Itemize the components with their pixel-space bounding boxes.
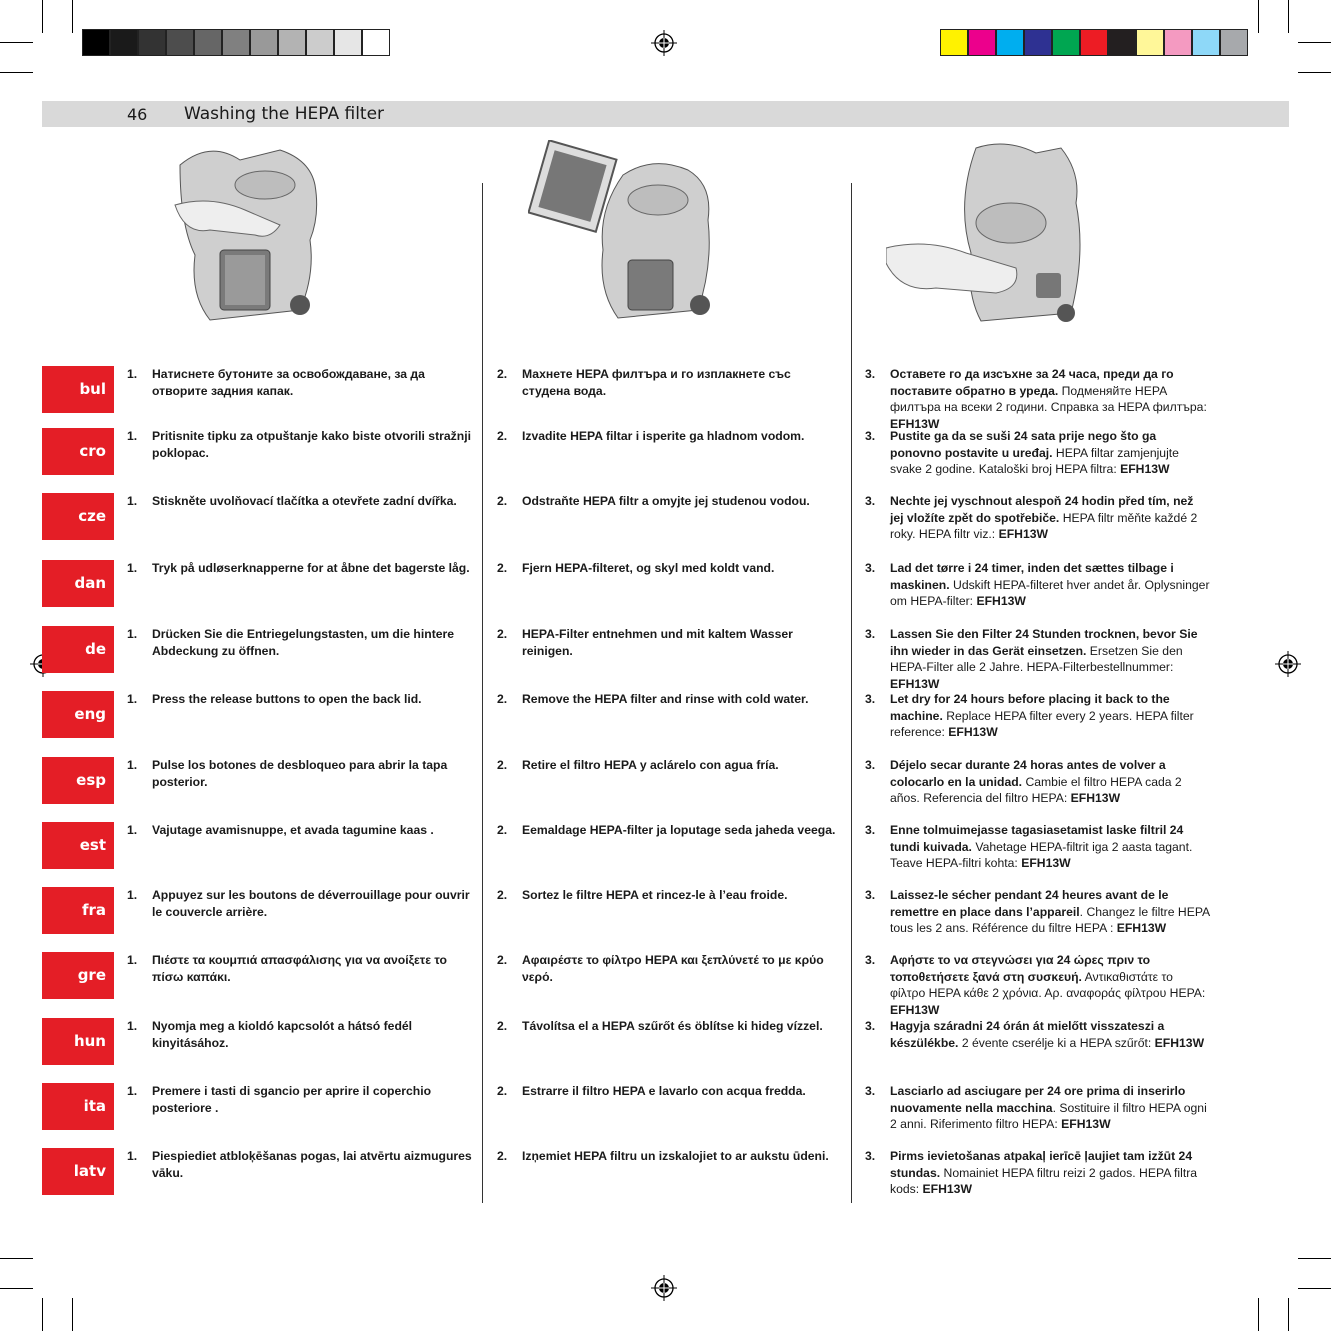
gray-swatch	[306, 29, 334, 56]
vacuum-removing-hepa-filter-icon	[528, 140, 728, 325]
step-number: 2.	[497, 429, 508, 443]
step-number: 3.	[865, 367, 876, 381]
step-number: 1.	[127, 494, 138, 508]
step-number: 2.	[497, 1084, 508, 1098]
step-text-bold: Hagyja száradni 24 órán át mielőtt visszateszi a készülékbe.	[890, 1019, 1165, 1050]
color-swatch	[1108, 29, 1136, 56]
filter-code: EFH13W	[1116, 921, 1167, 935]
step-number: 2.	[497, 367, 508, 381]
step-text-bold: Enne tolmuimejasse tagasiasetamist laske filtril 24 tundi kuivada.	[890, 823, 1184, 854]
step-text: Premere i tasti di sgancio per aprire il coperchio posteriore .	[152, 1084, 432, 1115]
color-swatch	[1192, 29, 1220, 56]
language-tab-de: de	[42, 626, 114, 673]
step-1-cro	[127, 428, 472, 461]
step-text-bold: Laissez-le sécher pendant 24 heures avant de le remettre en place dans l’appareil	[890, 888, 1169, 919]
step-2-dan	[497, 560, 842, 577]
step-number: 1.	[127, 758, 138, 772]
filter-code: EFH13W	[890, 1002, 940, 1017]
step-text: Натиснете бутоните за освобождаване, за да отворите задния капак.	[152, 367, 425, 398]
step-text: Ersetzen Sie den HEPA-Filter alle 2 Jahre. HEPA-Filterbestellnummer:	[890, 643, 1183, 674]
registration-mark-icon	[651, 30, 677, 56]
step-text: Drücken Sie die Entriegelungstasten, um die hintere Abdeckung zu öffnen.	[152, 627, 455, 658]
filter-code: EFH13W	[1120, 462, 1170, 476]
step-1-bul	[127, 366, 472, 399]
filter-code: EFH13W	[1070, 791, 1121, 805]
step-text: Odstraňte HEPA filtr a omyjte jej studenou vodou.	[522, 494, 810, 508]
gray-swatch	[334, 29, 362, 56]
registration-mark-icon	[651, 1275, 677, 1301]
step-3-fra	[865, 887, 1210, 937]
gray-swatch	[222, 29, 250, 56]
gray-swatch	[194, 29, 222, 56]
step-number: 3.	[865, 1084, 876, 1098]
step-3-gre	[865, 952, 1210, 1018]
step-text: Eemaldage HEPA-filter ja loputage seda jaheda veega.	[522, 823, 836, 837]
registration-mark-icon	[1275, 651, 1301, 677]
filter-code: EFH13W	[948, 725, 998, 739]
step-3-cze	[865, 493, 1210, 543]
step-3-de	[865, 626, 1210, 692]
step-2-hun	[497, 1018, 842, 1035]
step-text: Pulse los botones de desbloqueo para abrir la tapa posterior.	[152, 758, 448, 789]
step-text-bold: Let dry for 24 hours before placing it back to the machine.	[890, 692, 1170, 723]
step-number: 3.	[865, 561, 876, 575]
color-swatch	[1024, 29, 1052, 56]
step-text: Cambie el filtro HEPA cada 2 años. Referencia del filtro HEPA:	[890, 774, 1182, 805]
step-1-dan	[127, 560, 472, 577]
step-text: Replace HEPA filter every 2 years. HEPA filter reference:	[890, 708, 1194, 739]
step-text: Izvadite HEPA filtar i isperite ga hladnom vodom.	[522, 429, 805, 443]
step-3-cro	[865, 428, 1210, 478]
step-number: 2.	[497, 692, 508, 706]
column-divider	[851, 183, 852, 1203]
color-swatch	[996, 29, 1024, 56]
color-swatch	[1080, 29, 1108, 56]
step-number: 3.	[865, 953, 876, 967]
step-2-ita	[497, 1083, 842, 1100]
step-number: 3.	[865, 888, 876, 902]
language-tab-esp: esp	[42, 757, 114, 804]
step-text: Αφαιρέστε το φίλτρο HEPA και ξεπλύνετέ το με κρύο νερό.	[522, 953, 824, 984]
language-tab-cze: cze	[42, 493, 114, 540]
step-text: Udskift HEPA-filteret hver andet år. Oplysninger om HEPA-filter:	[890, 577, 1210, 608]
step-text: Nyomja meg a kioldó kapcsolót a hátsó fedél kinyitásához.	[152, 1019, 413, 1050]
gray-swatch	[250, 29, 278, 56]
step-number: 2.	[497, 953, 508, 967]
step-text: Pritisnite tipku za otpuštanje kako biste otvorili stražnji poklopac.	[152, 429, 471, 460]
step-1-de	[127, 626, 472, 659]
step-text: HEPA filtr měňte každé 2 roky. HEPA filtr viz.:	[890, 510, 1198, 541]
step-3-esp	[865, 757, 1210, 807]
step-number: 3.	[865, 1149, 876, 1163]
step-text: Remove the HEPA filter and rinse with cold water.	[522, 692, 809, 706]
gray-swatch	[166, 29, 194, 56]
step-number: 3.	[865, 429, 876, 443]
step-text: Távolítsa el a HEPA szűrőt és öblítse ki hideg vízzel.	[522, 1019, 823, 1033]
step-2-bul	[497, 366, 842, 399]
gray-swatch	[82, 29, 110, 56]
step-3-latv	[865, 1148, 1210, 1198]
step-number: 3.	[865, 494, 876, 508]
step-text: Πιέστε τα κουμπιά απασφάλισης για να ανοίξετε το πίσω καπάκι.	[152, 953, 447, 984]
step-text: Vahetage HEPA-filtrit iga 2 aasta tagant. Teave HEPA-filtri kohta:	[890, 839, 1193, 870]
step-text: Fjern HEPA-filteret, og skyl med koldt vand.	[522, 561, 775, 575]
step-number: 2.	[497, 758, 508, 772]
color-swatch	[1136, 29, 1164, 56]
page-title: Washing the HEPA filter	[184, 104, 385, 124]
step-text-bold: Αφήστε το να στεγνώσει για 24 ώρες πριν το τοποθετήσετε ξανά στη συσκευή.	[890, 953, 1151, 984]
step-text-bold: Nechte jej vyschnout alespoň 24 hodin před tím, než jej vložíte zpět do spotřebiče.	[890, 494, 1194, 525]
step-text-bold: Lasciarlo ad asciugare per 24 ore prima di inserirlo nuovamente nella macchina	[890, 1084, 1186, 1115]
filter-code: EFH13W	[976, 594, 1026, 608]
step-number: 3.	[865, 692, 876, 706]
step-2-de	[497, 626, 842, 659]
step-number: 3.	[865, 627, 876, 641]
step-1-gre	[127, 952, 472, 985]
column-divider	[482, 183, 483, 1203]
step-3-eng	[865, 691, 1210, 741]
step-number: 2.	[497, 561, 508, 575]
step-number: 2.	[497, 1149, 508, 1163]
step-number: 2.	[497, 1019, 508, 1033]
step-1-latv	[127, 1148, 472, 1181]
filter-code: EFH13W	[1154, 1035, 1205, 1050]
step-number: 3.	[865, 1019, 876, 1033]
filter-code: EFH13W	[890, 676, 940, 691]
filter-code: EFH13W	[890, 416, 940, 431]
step-text: Izņemiet HEPA filtru un izskalojiet to ar aukstu ūdeni.	[522, 1149, 829, 1163]
filter-code: EFH13W	[998, 527, 1049, 541]
step-1-hun	[127, 1018, 472, 1051]
step-number: 1.	[127, 367, 138, 381]
step-text-bold: Déjelo secar durante 24 horas antes de volver a colocarlo en la unidad.	[890, 758, 1166, 789]
step-1-ita	[127, 1083, 472, 1116]
step-2-esp	[497, 757, 842, 774]
filter-code: EFH13W	[1021, 856, 1071, 870]
step-text: Estrarre il filtro HEPA e lavarlo con acqua fredda.	[522, 1084, 806, 1098]
step-text: Piespiediet atbloķēšanas pogas, lai atvērtu aizmugures vāku.	[152, 1149, 472, 1180]
step-text: Press the release buttons to open the back lid.	[152, 692, 422, 706]
step-text: Tryk på udløserknapperne for at åbne det bagerste låg.	[152, 561, 470, 575]
language-tab-ita: ita	[42, 1083, 114, 1130]
page-number: 46	[127, 105, 148, 124]
step-text: Подменяйте HEPA филтъра на всеки 2 години. Справка за HEPA филтъра:	[890, 383, 1207, 414]
vacuum-hand-pressing-release-icon	[170, 145, 320, 325]
step-text-bold: Lassen Sie den Filter 24 Stunden trocknen, bevor Sie ihn wieder in das Gerät einsetzen.	[890, 627, 1198, 658]
language-tab-hun: hun	[42, 1018, 114, 1065]
step-3-est	[865, 822, 1210, 872]
step-text: Αντικαθιστάτε το φίλτρο HEPA κάθε 2 χρόνια. Αρ. αναφοράς φίλτρου HEPA:	[890, 969, 1206, 1000]
step-number: 1.	[127, 888, 138, 902]
step-text: Махнете HEPA филтъра и го изплакнете със студена вода.	[522, 367, 791, 398]
step-number: 1.	[127, 692, 138, 706]
step-2-eng	[497, 691, 842, 708]
step-2-cze	[497, 493, 842, 510]
step-text: Nomainiet HEPA filtru reizi 2 gados. HEPA filtra kods:	[890, 1165, 1198, 1196]
step-2-cro	[497, 428, 842, 445]
gray-swatch	[138, 29, 166, 56]
language-tab-fra: fra	[42, 887, 114, 934]
language-tab-est: est	[42, 822, 114, 869]
step-text: Appuyez sur les boutons de déverrouillage pour ouvrir le couvercle arrière.	[152, 888, 470, 919]
gray-swatch	[278, 29, 306, 56]
step-text: 2 évente cserélje ki a HEPA szűrőt:	[958, 1035, 1155, 1050]
language-tab-latv: latv	[42, 1148, 114, 1195]
step-number: 1.	[127, 823, 138, 837]
step-number: 3.	[865, 758, 876, 772]
step-3-bul	[865, 366, 1210, 432]
step-text: Vajutage avamisnuppe, et avada tagumine kaas .	[152, 823, 434, 837]
step-number: 2.	[497, 823, 508, 837]
step-number: 2.	[497, 888, 508, 902]
step-1-est	[127, 822, 472, 839]
language-tab-dan: dan	[42, 560, 114, 607]
step-text-bold: Lad det tørre i 24 timer, inden det sættes tilbage i maskinen.	[890, 561, 1174, 592]
color-swatch	[968, 29, 996, 56]
step-number: 1.	[127, 429, 138, 443]
step-3-dan	[865, 560, 1210, 610]
step-2-latv	[497, 1148, 842, 1165]
step-number: 1.	[127, 1149, 138, 1163]
step-text: HEPA-Filter entnehmen und mit kaltem Wasser reinigen.	[522, 627, 793, 658]
page-header	[42, 101, 1289, 127]
step-number: 3.	[865, 823, 876, 837]
vacuum-inserting-filter-icon	[886, 143, 1096, 328]
step-1-esp	[127, 757, 472, 790]
step-2-fra	[497, 887, 842, 904]
step-2-gre	[497, 952, 842, 985]
step-text: . Sostituire il filtro HEPA ogni 2 anni. Riferimento filtro HEPA:	[890, 1100, 1207, 1131]
step-text: Stiskněte uvolňovací tlačítka a otevřete zadní dvířka.	[152, 494, 457, 508]
gray-swatch	[362, 29, 390, 56]
step-1-eng	[127, 691, 472, 708]
color-swatch	[940, 29, 968, 56]
step-number: 1.	[127, 1084, 138, 1098]
language-tab-gre: gre	[42, 952, 114, 999]
step-number: 2.	[497, 494, 508, 508]
language-tab-eng: eng	[42, 691, 114, 738]
step-text: Retire el filtro HEPA y aclárelo con agua fría.	[522, 758, 779, 772]
step-number: 2.	[497, 627, 508, 641]
language-tab-cro: cro	[42, 428, 114, 475]
step-number: 1.	[127, 1019, 138, 1033]
step-text: HEPA filtar zamjenjujte svake 2 godine. Kataloški broj HEPA filtra:	[890, 445, 1179, 476]
language-tab-bul: bul	[42, 366, 114, 413]
step-text-bold: Pustite ga da se suši 24 sata prije nego što ga ponovno postavite u uređaj.	[890, 429, 1157, 460]
step-text: . Changez le filtre HEPA tous les 2 ans. Référence du filtre HEPA :	[890, 904, 1210, 935]
step-3-hun	[865, 1018, 1210, 1051]
filter-code: EFH13W	[1061, 1117, 1111, 1131]
color-swatch	[1220, 29, 1248, 56]
step-text-bold: Pirms ievietošanas atpakaļ ierīcē ļaujiet tam izžūt 24 stundas.	[890, 1149, 1193, 1180]
step-number: 1.	[127, 627, 138, 641]
step-text-bold: Оставете го да изсъхне за 24 часа, преди да го поставите обратно в уреда.	[890, 367, 1174, 398]
gray-swatch	[110, 29, 138, 56]
color-swatch	[1164, 29, 1192, 56]
color-swatch	[1052, 29, 1080, 56]
step-text: Sortez le filtre HEPA et rincez-le à l’eau froide.	[522, 888, 788, 902]
step-2-est	[497, 822, 842, 839]
step-number: 1.	[127, 953, 138, 967]
step-1-fra	[127, 887, 472, 920]
filter-code: EFH13W	[922, 1182, 972, 1196]
step-1-cze	[127, 493, 472, 510]
step-3-ita	[865, 1083, 1210, 1133]
step-number: 1.	[127, 561, 138, 575]
